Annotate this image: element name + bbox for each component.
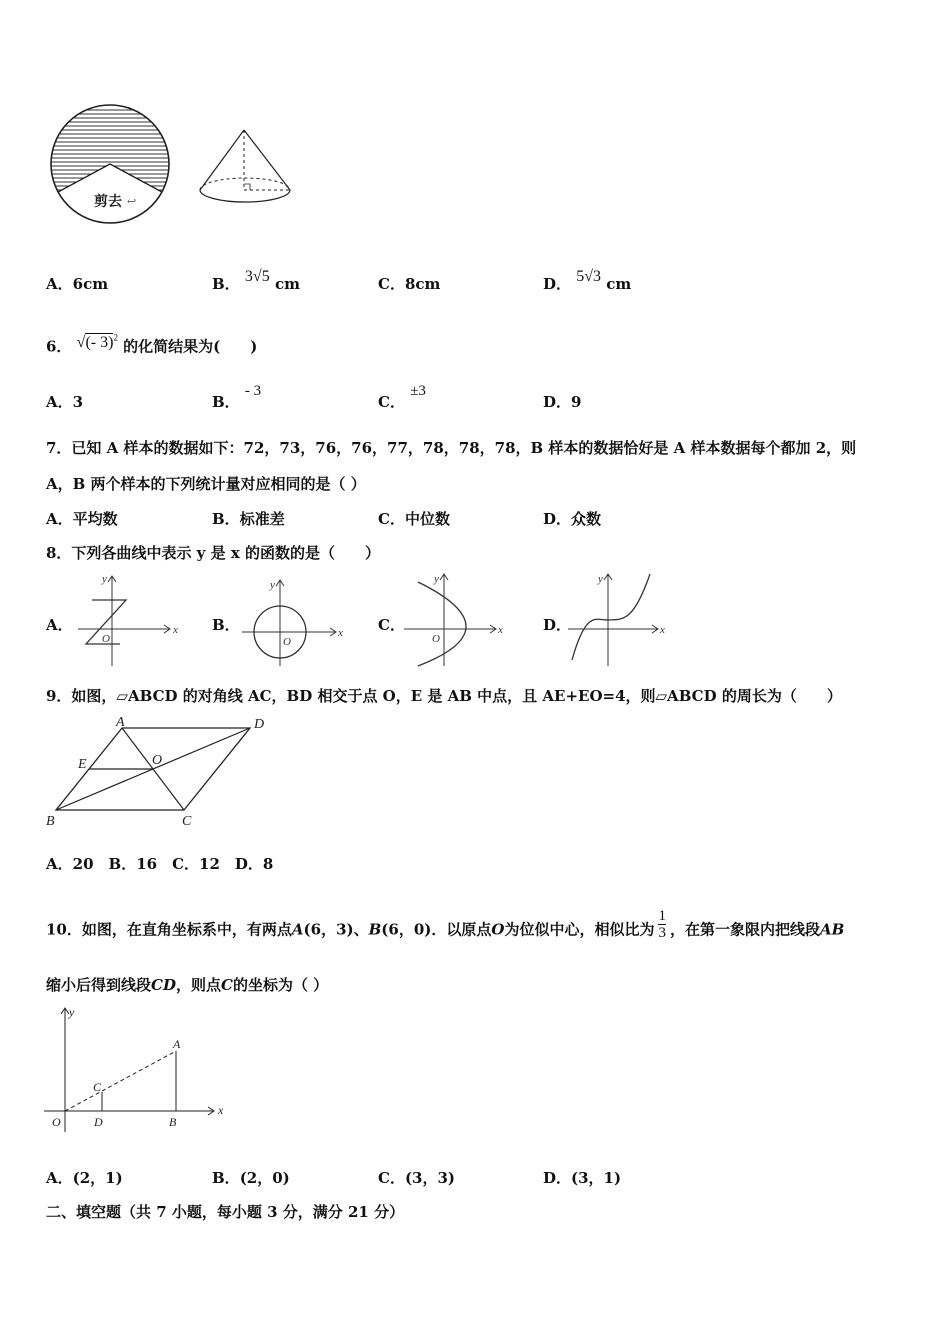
svg-text:C: C — [93, 1080, 102, 1094]
q7-option-b: B．标准差 — [212, 510, 285, 528]
q9-options: A．20 B．16 C．12 D．8 — [46, 855, 274, 873]
svg-text:O: O — [152, 753, 163, 768]
q8-option-c-letter: C． — [378, 616, 405, 634]
svg-text:x: x — [498, 624, 503, 636]
q7-option-c: C．中位数 — [378, 510, 450, 528]
q6-option-a: A．3 — [46, 393, 84, 411]
q8-graph-c — [404, 570, 504, 668]
q8-option-d-letter: D． — [543, 616, 572, 634]
q8-graph-d — [568, 570, 672, 668]
svg-text:x: x — [173, 624, 178, 636]
q5-option-d: D． 5√3 cm — [543, 268, 632, 293]
q10-stem-line1: 10．如图，在直角坐标系中，有两点A(6，3)、B(6，0)．以原点O为位似中心，相似比为 $\frac{1}{3}$ ，在第一象限内把线段AB — [46, 908, 845, 941]
svg-text:E: E — [78, 757, 87, 772]
svg-text:C: C — [182, 814, 192, 829]
svg-text:y: y — [69, 1005, 75, 1019]
q9-stem: 9．如图，▱ABCD 的对角线 AC，BD 相交于点 O，E 是 AB 中点，且 AE+EO=4，则▱ABCD 的周长为（ ） — [46, 687, 842, 705]
q8-option-b-letter: B． — [212, 616, 240, 634]
svg-text:x: x — [660, 624, 665, 636]
svg-text:A: A — [173, 1037, 181, 1051]
q7-option-d: D．众数 — [543, 510, 602, 528]
q9-parallelogram-figure — [42, 712, 278, 832]
q8-stem: 8．下列各曲线中表示 y 是 x 的函数的是（ ） — [46, 544, 380, 562]
svg-text:A: A — [116, 715, 125, 730]
svg-text:y: y — [434, 573, 439, 585]
q5-option-a: A．6cm — [46, 275, 109, 293]
q10-option-c: C．(3，3) — [378, 1169, 456, 1187]
q8-graph-b — [242, 576, 346, 668]
svg-text:x: x — [338, 627, 343, 639]
q10-option-d: D．(3，1) — [543, 1169, 622, 1187]
q7-stem-line1: 7．已知 A 样本的数据如下：72，73，76，76，77，78，78，78，B 样本的数据恰好是 A 样本数据每个都加 2，则 — [46, 439, 857, 457]
q7-stem-line2: A，B 两个样本的下列统计量对应相同的是（ ） — [46, 475, 366, 493]
svg-text:O: O — [52, 1115, 61, 1129]
q6-option-d: D．9 — [543, 393, 582, 411]
q5-cut-label: 剪去 — [94, 195, 122, 210]
svg-text:x: x — [218, 1103, 224, 1117]
q8-graph-a — [78, 572, 178, 668]
q5-option-c: C．8cm — [378, 275, 441, 293]
q8-option-a-letter: A． — [46, 616, 73, 634]
q6-option-b: B． - 3 — [212, 383, 262, 411]
q5-circle-sector-figure — [44, 98, 180, 234]
svg-text:D: D — [254, 717, 265, 732]
q10-option-a: A．(2，1) — [46, 1169, 123, 1187]
q6-option-c: C． ±3 — [378, 383, 426, 411]
svg-text:D: D — [94, 1115, 103, 1129]
q10-coordinate-figure — [44, 1004, 228, 1134]
section-2-title: 二、填空题（共 7 小题，每小题 3 分，满分 21 分） — [46, 1203, 405, 1221]
svg-text:↩: ↩ — [127, 196, 137, 208]
q10-stem-line2: 缩小后得到线段CD，则点C的坐标为（ ） — [46, 976, 329, 994]
svg-text:O: O — [102, 633, 110, 645]
svg-text:O: O — [432, 633, 440, 645]
q10-option-b: B．(2，0) — [212, 1169, 290, 1187]
q5-cone-figure — [194, 126, 298, 208]
svg-text:B: B — [169, 1115, 177, 1129]
svg-text:y: y — [102, 573, 107, 585]
svg-text:y: y — [598, 573, 603, 585]
q7-option-a: A．平均数 — [46, 510, 118, 528]
svg-text:O: O — [283, 636, 291, 648]
q5-option-b: B． 3√5 cm — [212, 268, 300, 293]
svg-text:B: B — [46, 814, 55, 829]
q6-stem: 6． √(- 3)$^2$ 的化简结果为( ) — [46, 333, 258, 356]
svg-text:y: y — [270, 579, 275, 591]
